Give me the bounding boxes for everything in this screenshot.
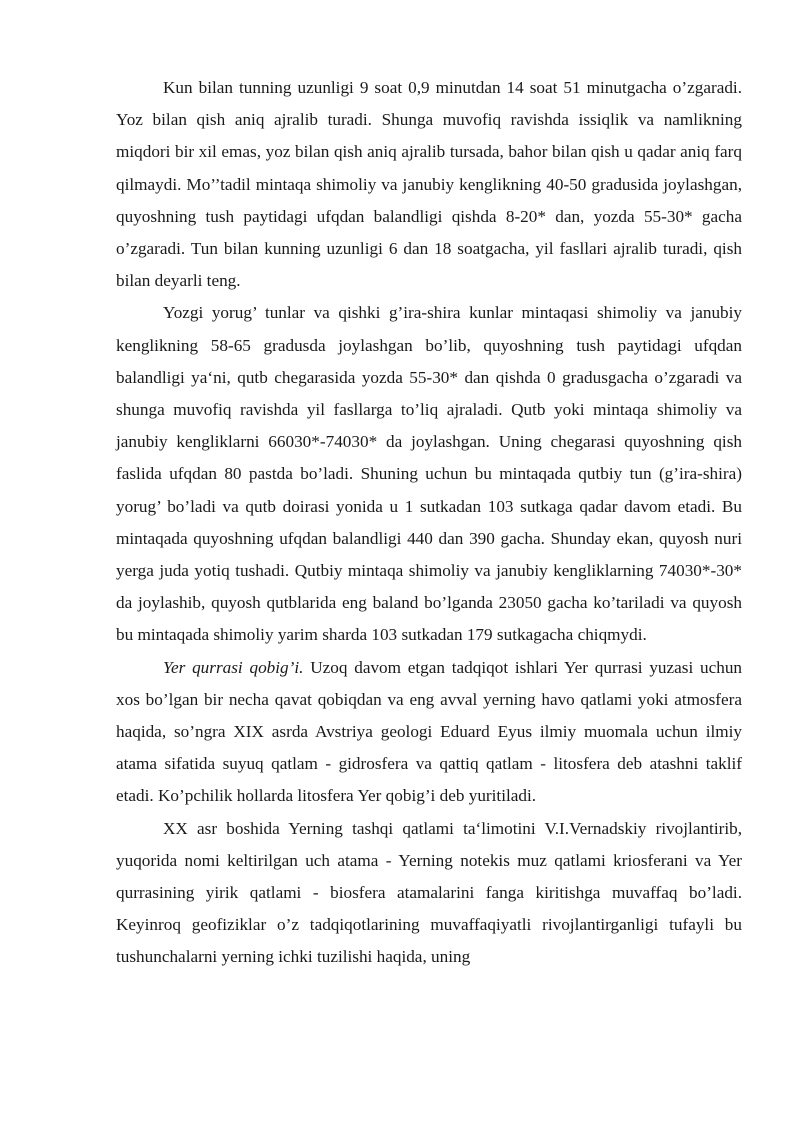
document-body bbox=[116, 72, 742, 974]
paragraph-polar-zone bbox=[116, 297, 742, 651]
section-heading-inline: Yer qurrasi qobig’i. bbox=[163, 657, 304, 677]
paragraph-day-night-length bbox=[116, 72, 742, 297]
paragraph-text: Yozgi yorug’ tunlar va qishki g’ira-shira kunlar mintaqasi shimoliy va janubiy kenglikning 58-65 gradusda joylashgan bo’lib, quyoshning tush paytidagi ufqdan balandligi ya‘ni, qutb chegarasida yozda 55-30* dan qishda 0 gradusgacha o’zgaradi va shunga muvofiq ravishda yil fasllarga to’liq ajraladi. Qutb yoki mintaqa shimoliy va janubiy kengliklarni 66030*-74030* da joylashgan. Uning chegarasi quyoshning qish faslida ufqdan 80 pastda bo’ladi. Shuning uchun bu mintaqada qutbiy tun (g’ira-shira) yorug’ bo’ladi va qutb doirasi yonida u 1 sutkadan 103 sutkaga qadar davom etadi. Bu mintaqada quyoshning ufqdan balandligi 440 dan 390 gacha. Shunday ekan, quyosh nuri yerga juda yotiq tushadi. Qutbiy mintaqa shimoliy va janubiy kengliklarning 74030*-30* da joylashib, quyosh qutblarida eng baland bo’lganda 23050 gacha ko’tariladi va quyosh bu mintaqada shimoliy yarim sharda 103 sutkadan 179 sutkagacha chiqmydi. bbox=[116, 303, 742, 645]
paragraph-text: Uzoq davom etgan tadqiqot ishlari Yer qurrasi yuzasi uchun xos bo’lgan bir necha qavat qobiqdan va eng avval yerning havo qatlami yoki atmosfera haqida, so’ngra XIX asrda Avstriya geologi Eduard Eyus ilmiy muomala uchun ilmiy atama sifatida suyuq qatlam - gidrosfera va qattiq qatlam - litosfera deb atashni taklif etadi. Ko’pchilik hollarda litosfera Yer qobig’i deb yuritiladi. bbox=[116, 657, 743, 806]
paragraph-earth-shell bbox=[116, 652, 742, 813]
paragraph-text: Kun bilan tunning uzunligi 9 soat 0,9 minutdan 14 soat 51 minutgacha o’zgaradi. Yoz bilan qish aniq ajralib turadi. Shunga muvofiq ravishda issiqlik va namlikning miqdori bir xil emas, yoz bilan qish aniq ajralib tursada, bahor bilan qish u qadar aniq farq qilmaydi. Mo’’tadil mintaqa shimoliy va janubiy kenglikning 40-50 gradusida joylashgan, quyoshning tush paytidagi ufqdan balandligi qishda 8-20* dan, yozda 55-30* gacha o’zgaradi. Tun bilan kunning uzunligi 6 dan 18 soatgacha, yil fasllari ajralib turadi, qish bilan deyarli teng. bbox=[116, 78, 742, 291]
paragraph-vernadsky bbox=[116, 813, 742, 974]
paragraph-text: XX asr boshida Yerning tashqi qatlami ta‘limotini V.I.Vernadskiy rivojlantirib, yuqorida nomi keltirilgan uch atama - Yerning notekis muz qatlami kriosferani va Yer qurrasining yirik qatlami - biosfera atamalarini fanga kiritishga muvaffaq bo’ladi. Keyinroq geofiziklar o’z tadqiqotlarining muvaffaqiyatli rivojlantirganligi tufayli bu tushunchalarni yerning ichki tuzilishi haqida, uning bbox=[116, 818, 742, 967]
